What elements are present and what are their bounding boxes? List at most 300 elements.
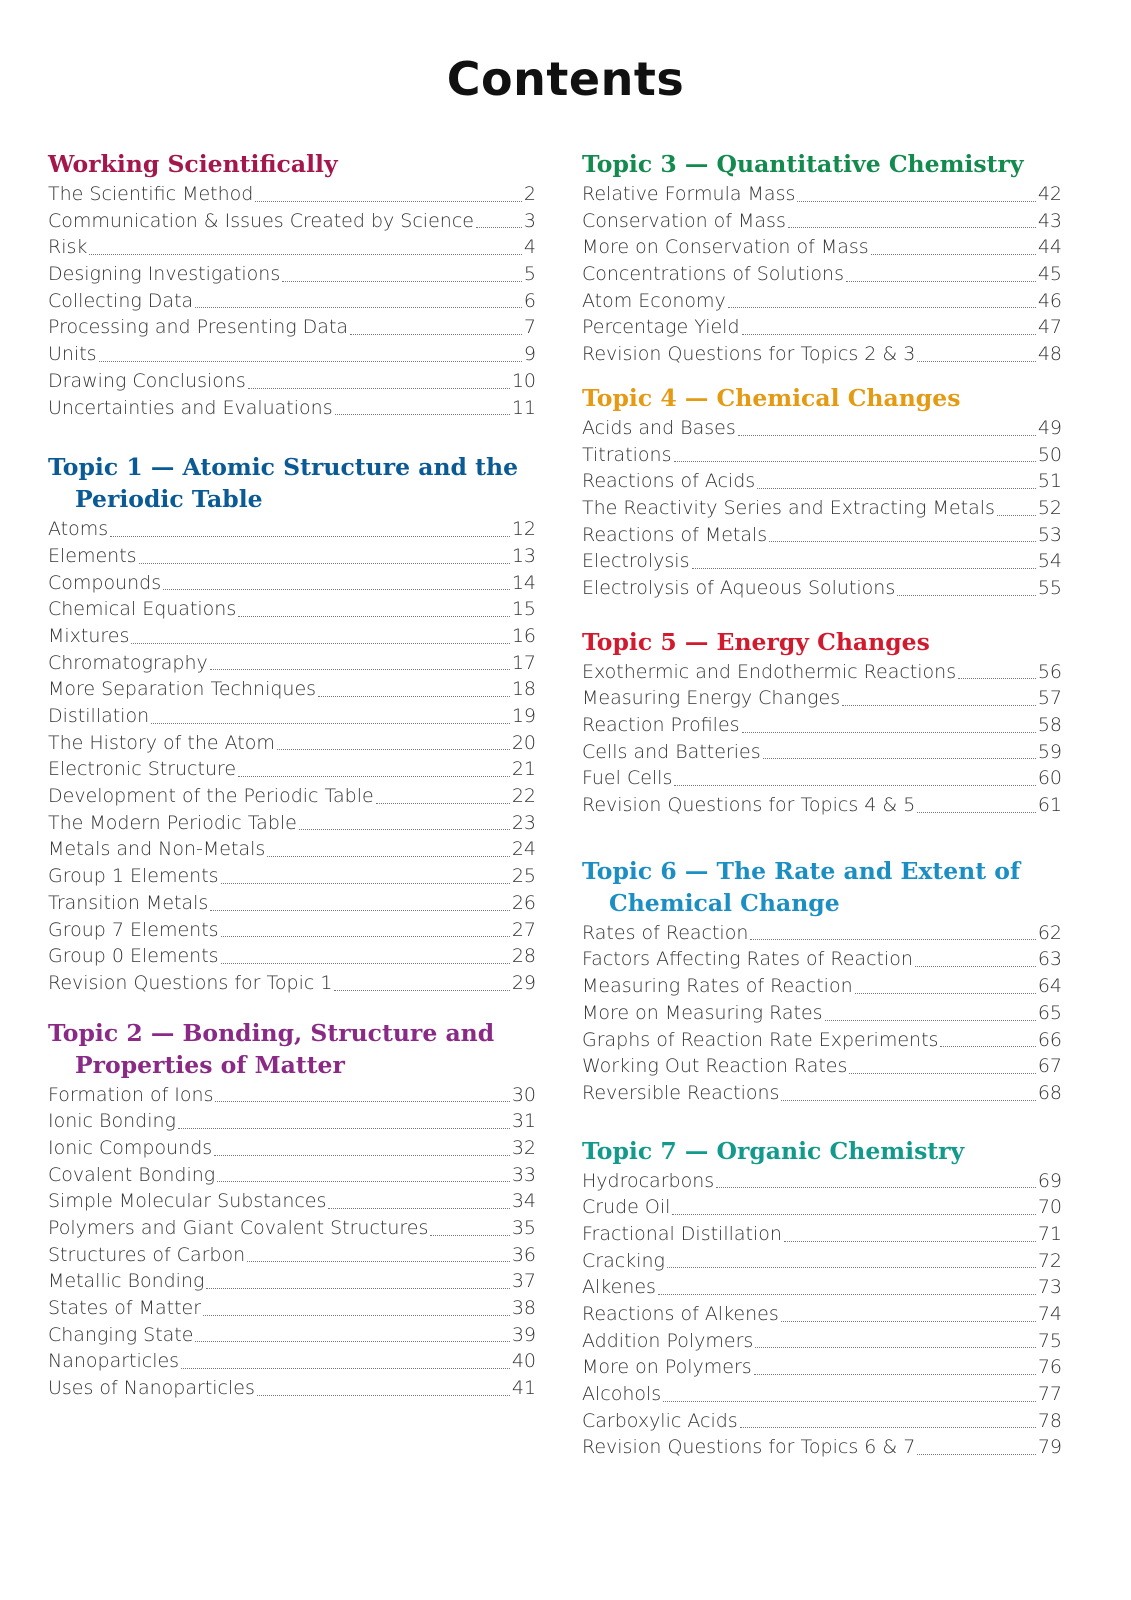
toc-entry[interactable]	[48, 1188, 536, 1215]
toc-entry[interactable]	[48, 703, 536, 730]
toc-section	[582, 382, 1062, 602]
toc-entry[interactable]	[582, 1053, 1062, 1080]
dot-leader	[750, 932, 1035, 940]
toc-entry-page-number: 58	[1037, 714, 1062, 736]
toc-entry[interactable]	[48, 676, 536, 703]
dot-leader	[658, 1287, 1036, 1295]
dot-leader	[217, 1174, 510, 1182]
toc-entry-title: Electrolysis of Aqueous Solutions	[582, 576, 896, 599]
dot-leader	[221, 929, 510, 937]
toc-entry-title: Group 7 Elements	[48, 918, 219, 941]
toc-entry-title: Atom Economy	[582, 289, 726, 312]
toc-entry-title: The History of the Atom	[48, 731, 275, 754]
toc-entry-title: Polymers and Giant Covalent Structures	[48, 1217, 429, 1239]
toc-entry-page-number: 68	[1037, 1081, 1062, 1104]
toc-entry[interactable]	[582, 765, 1062, 792]
toc-entry-page-number: 65	[1037, 1001, 1062, 1024]
toc-entry-page-number: 20	[511, 731, 536, 754]
dot-leader	[195, 300, 522, 308]
dot-leader	[940, 1039, 1035, 1047]
dot-leader	[784, 1234, 1036, 1242]
toc-entry-title: Reversible Reactions	[582, 1081, 780, 1104]
toc-entry-page-number: 72	[1037, 1249, 1062, 1272]
section-heading	[582, 1135, 1062, 1167]
dot-leader	[716, 1180, 1036, 1188]
toc-entry-page-number: 3	[523, 209, 536, 232]
toc-entry[interactable]	[48, 783, 536, 810]
toc-entry-title: Electrolysis	[582, 550, 690, 573]
toc-entry-page-number: 76	[1037, 1356, 1062, 1379]
dot-leader	[740, 1420, 1036, 1428]
toc-entry[interactable]	[582, 1408, 1062, 1435]
toc-entry[interactable]	[48, 1375, 536, 1402]
toc-entry[interactable]	[582, 1168, 1062, 1195]
toc-entry-page-number: 11	[511, 396, 536, 419]
toc-entry-title: Processing and Presenting Data	[48, 316, 349, 339]
toc-entry-page-number: 75	[1037, 1329, 1062, 1352]
dot-leader	[131, 636, 509, 644]
dot-leader	[742, 327, 1036, 335]
toc-entry[interactable]	[48, 890, 536, 917]
toc-entry[interactable]	[48, 543, 536, 570]
toc-entry-page-number: 34	[511, 1190, 536, 1213]
dot-leader	[958, 671, 1036, 679]
toc-entry-page-number: 24	[511, 838, 536, 861]
toc-entry-title: Mixtures	[48, 624, 130, 647]
toc-entry[interactable]	[582, 712, 1062, 739]
toc-entry[interactable]	[48, 863, 536, 890]
toc-entry-title: Relative Formula Mass	[582, 183, 796, 205]
section-heading	[48, 1017, 536, 1081]
dot-leader	[674, 778, 1035, 786]
toc-entry[interactable]	[48, 1135, 536, 1162]
toc-entry[interactable]	[48, 288, 536, 315]
toc-entry[interactable]	[582, 1248, 1062, 1275]
toc-entry-title: Units	[48, 343, 97, 366]
toc-entry-page-number: 42	[1037, 183, 1062, 205]
toc-entry-page-number: 71	[1037, 1222, 1062, 1245]
toc-entry-title: Revision Questions for Topic 1	[48, 971, 333, 994]
dot-leader	[277, 742, 510, 750]
toc-entry-title: Measuring Energy Changes	[582, 687, 841, 710]
section-heading-line: Topic 1 — Atomic Structure and the	[48, 453, 519, 482]
toc-entry[interactable]	[48, 1322, 536, 1349]
dot-leader	[742, 725, 1036, 733]
toc-entry-page-number: 33	[511, 1163, 536, 1186]
toc-entry-page-number: 49	[1037, 416, 1062, 439]
toc-entry-title: Crude Oil	[582, 1196, 671, 1219]
page-title: Contents	[446, 52, 685, 106]
toc-entry-title: Carboxylic Acids	[582, 1409, 738, 1432]
toc-entry-title: Reaction Profiles	[582, 714, 740, 736]
toc-entry[interactable]	[582, 415, 1062, 442]
toc-entry-title: Hydrocarbons	[582, 1169, 715, 1192]
toc-entry-title: Development of the Periodic Table	[48, 785, 374, 808]
contents-column-right	[582, 148, 1062, 1461]
toc-entry-page-number: 77	[1037, 1383, 1062, 1406]
toc-entry[interactable]	[582, 442, 1062, 469]
dot-leader	[195, 1334, 509, 1342]
dot-leader	[763, 751, 1036, 759]
section-heading-line: Topic 3 — Quantitative Chemistry	[582, 150, 1024, 178]
toc-entry-page-number: 70	[1037, 1196, 1062, 1219]
dot-leader	[376, 796, 510, 804]
toc-entry-page-number: 43	[1037, 209, 1062, 232]
toc-entry[interactable]	[48, 650, 536, 677]
toc-entry[interactable]	[48, 570, 536, 597]
dot-leader	[255, 194, 522, 202]
section-heading-line: Working Scientifically	[48, 150, 338, 178]
dot-leader	[728, 300, 1036, 308]
toc-entry-title: Formation of Ions	[48, 1083, 214, 1106]
toc-entry[interactable]	[582, 495, 1062, 522]
toc-entry[interactable]	[582, 792, 1062, 819]
toc-entry[interactable]	[48, 395, 536, 422]
dot-leader	[917, 805, 1035, 813]
toc-entry[interactable]	[582, 208, 1062, 235]
toc-entry[interactable]	[48, 208, 536, 235]
dot-leader	[917, 1447, 1035, 1455]
dot-leader	[210, 662, 510, 670]
section-heading-line: Topic 6 — The Rate and Extent of	[582, 856, 1021, 885]
toc-entry-page-number: 21	[511, 758, 536, 781]
dot-leader	[797, 194, 1035, 202]
toc-entry-page-number: 59	[1037, 740, 1062, 763]
toc-entry[interactable]	[48, 368, 536, 395]
toc-entry-page-number: 48	[1037, 343, 1062, 366]
toc-entry[interactable]	[48, 1295, 536, 1322]
dot-leader	[178, 1121, 510, 1129]
toc-entry-title: Communication & Issues Created by Science	[48, 209, 474, 232]
toc-entry-page-number: 45	[1037, 263, 1062, 286]
toc-entry-page-number: 61	[1037, 794, 1062, 817]
toc-entry-title: Measuring Rates of Reaction	[582, 975, 853, 998]
toc-entry-page-number: 13	[511, 544, 536, 567]
toc-entry[interactable]	[582, 946, 1062, 973]
toc-entry-title: Covalent Bonding	[48, 1163, 216, 1186]
section-heading-line: Periodic Table	[75, 485, 263, 514]
dot-leader	[754, 1367, 1036, 1375]
toc-entry-title: Chemical Equations	[48, 598, 237, 621]
toc-entry-page-number: 57	[1037, 687, 1062, 710]
toc-entry-page-number: 41	[511, 1377, 536, 1400]
toc-entry[interactable]	[48, 836, 536, 863]
toc-entry-page-number: 54	[1037, 550, 1062, 573]
toc-entry-title: Drawing Conclusions	[48, 369, 246, 392]
dot-leader	[692, 561, 1036, 569]
dot-leader	[667, 1260, 1036, 1268]
toc-entry[interactable]	[582, 181, 1062, 208]
toc-entry-page-number: 74	[1037, 1303, 1062, 1325]
toc-entry-page-number: 47	[1037, 316, 1062, 339]
toc-entry-title: Alcohols	[582, 1383, 662, 1406]
dot-leader	[788, 220, 1036, 228]
toc-entry-title: Factors Affecting Rates of Reaction	[582, 948, 913, 971]
toc-entry-page-number: 26	[511, 891, 536, 914]
section-heading	[582, 382, 1062, 414]
section-heading	[582, 855, 1062, 919]
toc-entry[interactable]	[48, 1242, 536, 1269]
toc-entry-page-number: 46	[1037, 289, 1062, 312]
toc-section	[582, 855, 1062, 1107]
toc-entry[interactable]	[582, 468, 1062, 495]
toc-entry[interactable]	[48, 943, 536, 970]
dot-leader	[350, 327, 522, 335]
toc-entry-title: Metals and Non-Metals	[48, 838, 266, 861]
toc-entry[interactable]	[582, 1027, 1062, 1054]
toc-entry[interactable]	[582, 1221, 1062, 1248]
toc-entry[interactable]	[48, 1348, 536, 1375]
toc-entry[interactable]	[582, 920, 1062, 947]
dot-leader	[299, 822, 510, 830]
toc-entry[interactable]	[582, 1080, 1062, 1107]
toc-entry-title: Conservation of Mass	[582, 209, 786, 232]
toc-entry[interactable]	[48, 756, 536, 783]
toc-entry-page-number: 52	[1037, 496, 1062, 519]
section-heading-line: Topic 5 — Energy Changes	[582, 627, 930, 656]
toc-entry-page-number: 60	[1037, 767, 1062, 790]
toc-entry-page-number: 10	[511, 369, 536, 392]
toc-entry-title: Group 1 Elements	[48, 865, 219, 888]
dot-leader	[663, 1394, 1036, 1402]
toc-entry-title: Exothermic and Endothermic Reactions	[582, 660, 957, 683]
toc-entry-page-number: 78	[1037, 1409, 1062, 1432]
toc-entry-page-number: 19	[511, 705, 536, 727]
toc-entry-page-number: 15	[511, 598, 536, 621]
toc-entry[interactable]	[582, 1301, 1062, 1328]
toc-entry[interactable]	[48, 181, 536, 208]
toc-entry-page-number: 79	[1037, 1436, 1062, 1459]
section-heading-line: Chemical Change	[609, 888, 840, 917]
toc-entry-title: Ionic Bonding	[48, 1110, 176, 1133]
toc-entry-title: More on Conservation of Mass	[582, 236, 869, 259]
toc-entry-page-number: 29	[511, 971, 536, 994]
dot-leader	[110, 529, 510, 537]
toc-entry[interactable]	[582, 288, 1062, 315]
toc-entry[interactable]	[582, 1000, 1062, 1027]
dot-leader	[781, 1093, 1035, 1101]
toc-entry[interactable]	[582, 234, 1062, 261]
toc-entry-title: Titrations	[582, 443, 672, 466]
section-heading-line: Topic 2 — Bonding, Structure and	[48, 1018, 495, 1047]
toc-entry[interactable]	[48, 314, 536, 341]
toc-entry-title: Nanoparticles	[48, 1350, 180, 1373]
dot-leader	[221, 876, 510, 884]
toc-entry-title: Compounds	[48, 571, 162, 594]
toc-entry-page-number: 40	[511, 1350, 536, 1373]
section-heading	[582, 148, 1062, 180]
toc-entry[interactable]	[48, 1162, 536, 1189]
dot-leader	[203, 1308, 510, 1316]
dot-leader	[757, 481, 1036, 489]
toc-entry[interactable]	[48, 810, 536, 837]
toc-entry[interactable]	[48, 234, 536, 261]
toc-entry-page-number: 50	[1037, 443, 1062, 466]
toc-entry[interactable]	[582, 1274, 1062, 1301]
toc-entry-title: Elements	[48, 544, 137, 567]
dot-leader	[181, 1361, 510, 1369]
toc-entry-page-number: 51	[1037, 470, 1062, 493]
toc-entry-title: Risk	[48, 236, 88, 259]
toc-entry[interactable]	[48, 341, 536, 368]
toc-entry-page-number: 66	[1037, 1028, 1062, 1051]
dot-leader	[755, 1340, 1035, 1348]
toc-entry-page-number: 27	[511, 918, 536, 941]
toc-entry-page-number: 25	[511, 865, 536, 888]
toc-entry-title: Cells and Batteries	[582, 740, 761, 763]
toc-entry-page-number: 37	[511, 1270, 536, 1293]
toc-entry[interactable]	[582, 739, 1062, 766]
toc-entry-title: More on Polymers	[582, 1356, 752, 1379]
dot-leader	[238, 609, 510, 617]
toc-entry-page-number: 73	[1037, 1276, 1062, 1299]
toc-entry-title: Reactions of Metals	[582, 523, 768, 546]
toc-entry[interactable]	[582, 1381, 1062, 1408]
toc-entry[interactable]	[48, 516, 536, 543]
toc-entry-title: Metallic Bonding	[48, 1270, 205, 1293]
toc-entry[interactable]	[582, 314, 1062, 341]
toc-entry[interactable]	[582, 659, 1062, 686]
dot-leader	[917, 354, 1035, 362]
toc-entry-page-number: 36	[511, 1243, 536, 1266]
dot-leader	[335, 407, 510, 415]
dot-leader	[221, 956, 510, 964]
dot-leader	[163, 582, 510, 590]
toc-entry-title: Designing Investigations	[48, 263, 281, 286]
toc-entry[interactable]	[48, 1082, 536, 1109]
toc-entry-title: The Reactivity Series and Extracting Metals	[582, 496, 995, 519]
dot-leader	[738, 428, 1036, 436]
toc-entry-title: Simple Molecular Substances	[48, 1190, 327, 1213]
toc-section	[48, 451, 536, 996]
dot-leader	[247, 1254, 510, 1262]
dot-leader	[781, 1314, 1036, 1322]
section-heading	[48, 148, 536, 180]
dot-leader	[267, 849, 510, 857]
toc-entry[interactable]	[48, 730, 536, 757]
toc-entry[interactable]	[582, 973, 1062, 1000]
toc-entry[interactable]	[48, 623, 536, 650]
section-heading	[48, 451, 536, 515]
dot-leader	[825, 1013, 1036, 1021]
section-heading-line: Topic 7 — Organic Chemistry	[582, 1136, 965, 1165]
toc-entry-title: More on Measuring Rates	[582, 1001, 823, 1024]
toc-entry[interactable]	[48, 1108, 536, 1135]
toc-entry-page-number: 18	[511, 678, 536, 701]
toc-entry-page-number: 62	[1037, 921, 1062, 944]
toc-section	[582, 148, 1062, 368]
toc-entry[interactable]	[582, 575, 1062, 602]
toc-entry[interactable]	[48, 970, 536, 997]
dot-leader	[674, 454, 1036, 462]
dot-leader	[769, 534, 1036, 542]
toc-entry[interactable]	[48, 1268, 536, 1295]
toc-entry-page-number: 67	[1037, 1055, 1062, 1078]
dot-leader	[151, 716, 510, 724]
dot-leader	[897, 588, 1036, 596]
toc-entry[interactable]	[48, 261, 536, 288]
toc-entry-title: Addition Polymers	[582, 1329, 754, 1352]
toc-entry-title: Structures of Carbon	[48, 1243, 246, 1266]
toc-entry[interactable]	[582, 522, 1062, 549]
toc-entry-page-number: 14	[511, 571, 536, 594]
dot-leader	[89, 247, 522, 255]
dot-leader	[99, 354, 522, 362]
dot-leader	[915, 959, 1036, 967]
toc-entry[interactable]	[582, 341, 1062, 368]
toc-entry[interactable]	[48, 917, 536, 944]
toc-entry-title: Transition Metals	[48, 891, 209, 914]
toc-entry[interactable]	[582, 261, 1062, 288]
dot-leader	[334, 983, 509, 991]
toc-entry-page-number: 69	[1037, 1169, 1062, 1192]
dot-leader	[206, 1281, 509, 1289]
dot-leader	[871, 247, 1036, 255]
toc-entry[interactable]	[582, 1354, 1062, 1381]
toc-entry-title: The Scientific Method	[48, 183, 254, 205]
toc-entry-title: Changing State	[48, 1323, 194, 1346]
contents-column-left	[48, 148, 536, 1402]
toc-entry[interactable]	[48, 596, 536, 623]
toc-entry-page-number: 23	[511, 811, 536, 834]
toc-entry-title: The Modern Periodic Table	[48, 811, 297, 834]
toc-entry-page-number: 4	[523, 236, 536, 259]
dot-leader	[476, 220, 522, 228]
toc-entry[interactable]	[582, 685, 1062, 712]
toc-entry-title: Working Out Reaction Rates	[582, 1055, 848, 1078]
dot-leader	[257, 1388, 510, 1396]
toc-entry[interactable]	[582, 1328, 1062, 1355]
toc-entry-page-number: 32	[511, 1136, 536, 1159]
toc-entry-title: Graphs of Reaction Rate Experiments	[582, 1028, 939, 1051]
toc-entry-page-number: 53	[1037, 523, 1062, 546]
dot-leader	[282, 274, 522, 282]
dot-leader	[238, 769, 510, 777]
toc-entry[interactable]	[582, 1194, 1062, 1221]
toc-entry-title: Atoms	[48, 518, 109, 541]
toc-entry-page-number: 7	[523, 316, 536, 339]
toc-entry-title: Cracking	[582, 1249, 665, 1272]
toc-section	[582, 1135, 1062, 1462]
toc-entry-page-number: 22	[511, 785, 536, 808]
toc-entry-title: Revision Questions for Topics 4 & 5	[582, 794, 916, 817]
toc-entry-page-number: 56	[1037, 660, 1062, 683]
toc-entry-page-number: 16	[511, 624, 536, 647]
toc-entry-title: Fuel Cells	[582, 767, 673, 790]
toc-entry-title: Concentrations of Solutions	[582, 263, 845, 286]
toc-entry-page-number: 39	[511, 1323, 536, 1346]
dot-leader	[214, 1148, 510, 1156]
toc-entry-page-number: 63	[1037, 948, 1062, 971]
toc-entry-page-number: 64	[1037, 975, 1062, 998]
toc-entry[interactable]	[48, 1215, 536, 1242]
dot-leader	[842, 698, 1036, 706]
toc-entry[interactable]	[582, 548, 1062, 575]
section-heading-line: Topic 4 — Chemical Changes	[582, 383, 961, 412]
section-heading-line: Properties of Matter	[75, 1050, 345, 1079]
toc-entry-title: States of Matter	[48, 1297, 202, 1320]
toc-entry-title: Alkenes	[582, 1276, 656, 1299]
toc-entry-title: Revision Questions for Topics 2 & 3	[582, 343, 916, 366]
toc-entry-page-number: 44	[1037, 236, 1062, 259]
toc-entry-page-number: 31	[511, 1110, 536, 1133]
toc-entry-title: Revision Questions for Topics 6 & 7	[582, 1436, 916, 1459]
toc-entry-title: Acids and Bases	[582, 416, 736, 439]
toc-entry[interactable]	[582, 1434, 1062, 1461]
toc-entry-title: Collecting Data	[48, 289, 194, 312]
dot-leader	[139, 556, 510, 564]
toc-entry-page-number: 30	[511, 1083, 536, 1106]
